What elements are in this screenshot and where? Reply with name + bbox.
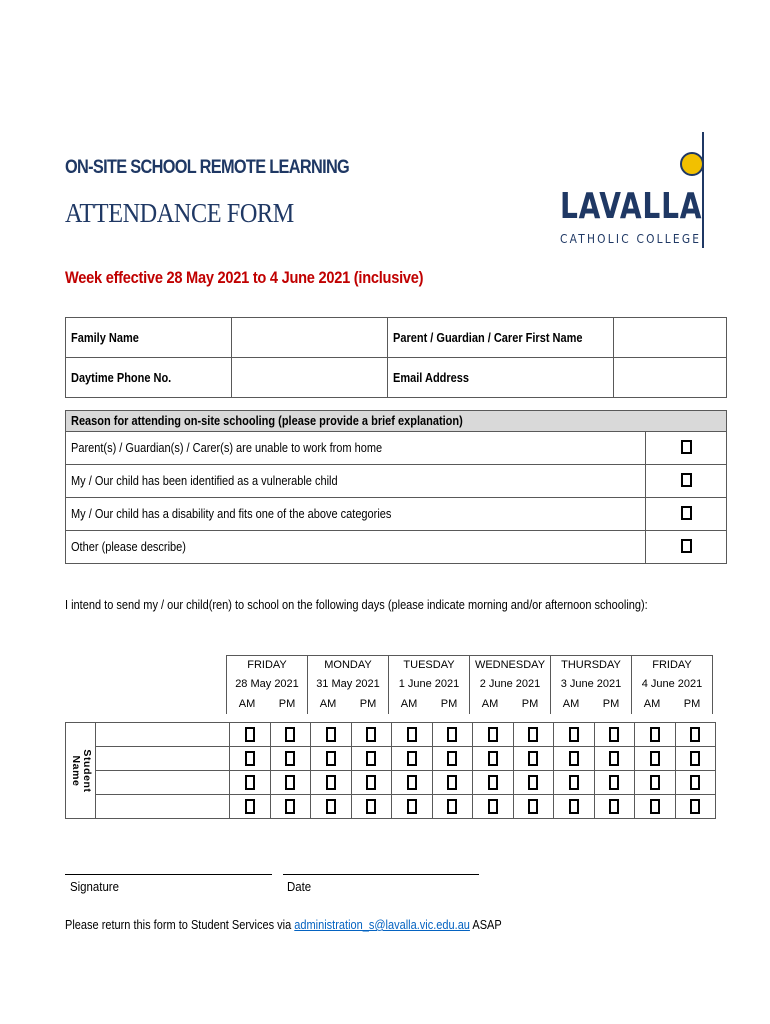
form-title-line1: ON-SITE SCHOOL REMOTE LEARNING [65,157,350,178]
checkbox-icon [569,727,579,742]
checkbox-icon [245,775,255,790]
logo-emblem-icon [680,152,704,176]
am-checkbox[interactable] [230,723,271,747]
checkbox-icon [366,727,376,742]
checkbox-icon [326,799,336,814]
checkbox-icon [285,727,295,742]
checkbox-icon [407,799,417,814]
am-label: AM [632,694,673,714]
checkbox-icon [488,751,498,766]
pm-checkbox[interactable] [270,723,311,747]
am-checkbox[interactable] [311,747,352,771]
days-header-table [226,655,713,714]
checkbox-icon [245,799,255,814]
reason-header: Reason for attending on-site schooling (please provide a brief explanation) [66,411,727,432]
am-checkbox[interactable] [473,747,514,771]
checkbox-icon [326,751,336,766]
reason-table [65,410,727,564]
family-name-field[interactable] [232,318,388,358]
checkbox-icon [326,775,336,790]
am-checkbox[interactable] [392,795,433,819]
logo-subtitle: CATHOLIC COLLEGE [560,231,702,246]
checkbox-icon [488,799,498,814]
pm-checkbox[interactable] [270,747,311,771]
signature-label: Signature [70,879,119,894]
student-name-field[interactable] [96,747,230,771]
am-checkbox[interactable] [635,723,676,747]
checkbox-icon [528,751,538,766]
day-header: TUESDAY 1 June 2021 [389,656,470,695]
checkbox-icon [650,751,660,766]
am-checkbox[interactable] [311,723,352,747]
student-name-field[interactable] [96,771,230,795]
pm-checkbox[interactable] [432,747,473,771]
email-field[interactable] [614,358,727,398]
family-name-label: Family Name [66,318,232,358]
pm-checkbox[interactable] [594,723,635,747]
checkbox-icon [488,727,498,742]
checkbox-icon [569,775,579,790]
checkbox-icon [366,799,376,814]
checkbox-icon [285,775,295,790]
pm-label: PM [591,694,632,714]
phone-label: Daytime Phone No. [66,358,232,398]
reason-checkbox[interactable] [646,465,727,498]
form-title-line2: ATTENDANCE FORM [65,198,294,228]
day-header: WEDNESDAY 2 June 2021 [470,656,551,695]
pm-checkbox[interactable] [270,795,311,819]
am-checkbox[interactable] [230,747,271,771]
am-checkbox[interactable] [635,747,676,771]
pm-checkbox[interactable] [513,747,554,771]
student-name-field[interactable] [96,795,230,819]
am-checkbox[interactable] [473,723,514,747]
checkbox-icon [447,775,457,790]
parent-name-field[interactable] [614,318,727,358]
reason-item: Parent(s) / Guardian(s) / Carer(s) are unable to work from home [66,432,646,465]
checkbox-icon [650,727,660,742]
pm-label: PM [429,694,470,714]
checkbox-icon [245,727,255,742]
pm-checkbox[interactable] [351,747,392,771]
reason-checkbox[interactable] [646,498,727,531]
am-label: AM [551,694,592,714]
am-checkbox[interactable] [311,795,352,819]
pm-checkbox[interactable] [513,771,554,795]
student-services-email-link[interactable]: administration_s@lavalla.vic.edu.au [294,918,470,932]
reason-checkbox[interactable] [646,432,727,465]
checkbox-icon [528,799,538,814]
checkbox-icon [366,775,376,790]
checkbox-icon [528,727,538,742]
checkbox-icon [609,799,619,814]
am-checkbox[interactable] [554,747,595,771]
am-checkbox[interactable] [230,795,271,819]
pm-checkbox[interactable] [513,723,554,747]
checkbox-icon [528,775,538,790]
checkbox-icon [447,799,457,814]
reason-item: My / Our child has a disability and fits one of the above categories [66,498,646,531]
pm-checkbox[interactable] [513,795,554,819]
checkbox-icon [609,751,619,766]
am-checkbox[interactable] [554,795,595,819]
day-header: FRIDAY 28 May 2021 [227,656,308,695]
checkbox-icon [326,727,336,742]
pm-checkbox[interactable] [675,723,716,747]
am-checkbox[interactable] [554,723,595,747]
reason-item: Other (please describe) [66,531,646,564]
student-attendance-grid [65,722,716,819]
pm-checkbox[interactable] [351,795,392,819]
pm-label: PM [348,694,389,714]
am-checkbox[interactable] [230,771,271,795]
checkbox-icon [609,727,619,742]
am-checkbox[interactable] [392,771,433,795]
pm-label: PM [672,694,713,714]
pm-checkbox[interactable] [594,771,635,795]
checkbox-icon [690,775,700,790]
pm-checkbox[interactable] [675,747,716,771]
student-name-label: Student Name [66,723,96,819]
date-label: Date [287,879,312,894]
am-checkbox[interactable] [392,723,433,747]
checkbox-icon [366,751,376,766]
checkbox-icon [285,751,295,766]
am-checkbox[interactable] [473,771,514,795]
am-checkbox[interactable] [311,771,352,795]
checkbox-icon [690,799,700,814]
am-checkbox[interactable] [635,795,676,819]
pm-checkbox[interactable] [351,771,392,795]
reason-checkbox[interactable] [646,531,727,564]
checkbox-icon [690,751,700,766]
checkbox-icon [569,799,579,814]
checkbox-icon [569,751,579,766]
checkbox-icon [285,799,295,814]
student-name-field[interactable] [96,723,230,747]
am-label: AM [389,694,430,714]
pm-checkbox[interactable] [432,795,473,819]
checkbox-icon [407,775,417,790]
details-table [65,317,727,398]
checkbox-icon [447,727,457,742]
checkbox-icon [488,775,498,790]
checkbox-icon [609,775,619,790]
pm-checkbox[interactable] [432,771,473,795]
checkbox-icon [245,751,255,766]
phone-field[interactable] [232,358,388,398]
week-effective: Week effective 28 May 2021 to 4 June 2021 (inclusive) [65,268,424,287]
date-line[interactable] [283,874,479,875]
checkbox-icon [650,775,660,790]
footer-note: Please return this form to Student Services via administration_s@lavalla.vic.edu.au ASAP [65,918,502,932]
pm-label: PM [267,694,308,714]
email-label: Email Address [388,358,614,398]
signature-line[interactable] [65,874,272,875]
checkbox-icon [650,799,660,814]
pm-checkbox[interactable] [675,771,716,795]
am-checkbox[interactable] [392,747,433,771]
checkbox-icon [690,727,700,742]
pm-checkbox[interactable] [432,723,473,747]
college-logo [556,130,716,250]
reason-item: My / Our child has been identified as a vulnerable child [66,465,646,498]
checkbox-icon [407,727,417,742]
am-checkbox[interactable] [554,771,595,795]
pm-checkbox[interactable] [594,795,635,819]
parent-name-label: Parent / Guardian / Carer First Name [388,318,614,358]
am-checkbox[interactable] [473,795,514,819]
am-label: AM [308,694,349,714]
day-header: FRIDAY 4 June 2021 [632,656,713,695]
pm-checkbox[interactable] [675,795,716,819]
am-label: AM [227,694,268,714]
pm-checkbox[interactable] [351,723,392,747]
pm-label: PM [510,694,551,714]
logo-name: LAVALLA [560,186,703,227]
intend-text: I intend to send my / our child(ren) to school on the following days (please indicate morning and/or afternoon schooling): [65,598,648,612]
pm-checkbox[interactable] [270,771,311,795]
checkbox-icon [447,751,457,766]
day-header: MONDAY 31 May 2021 [308,656,389,695]
pm-checkbox[interactable] [594,747,635,771]
am-checkbox[interactable] [635,771,676,795]
day-header: THURSDAY 3 June 2021 [551,656,632,695]
checkbox-icon [407,751,417,766]
am-label: AM [470,694,511,714]
